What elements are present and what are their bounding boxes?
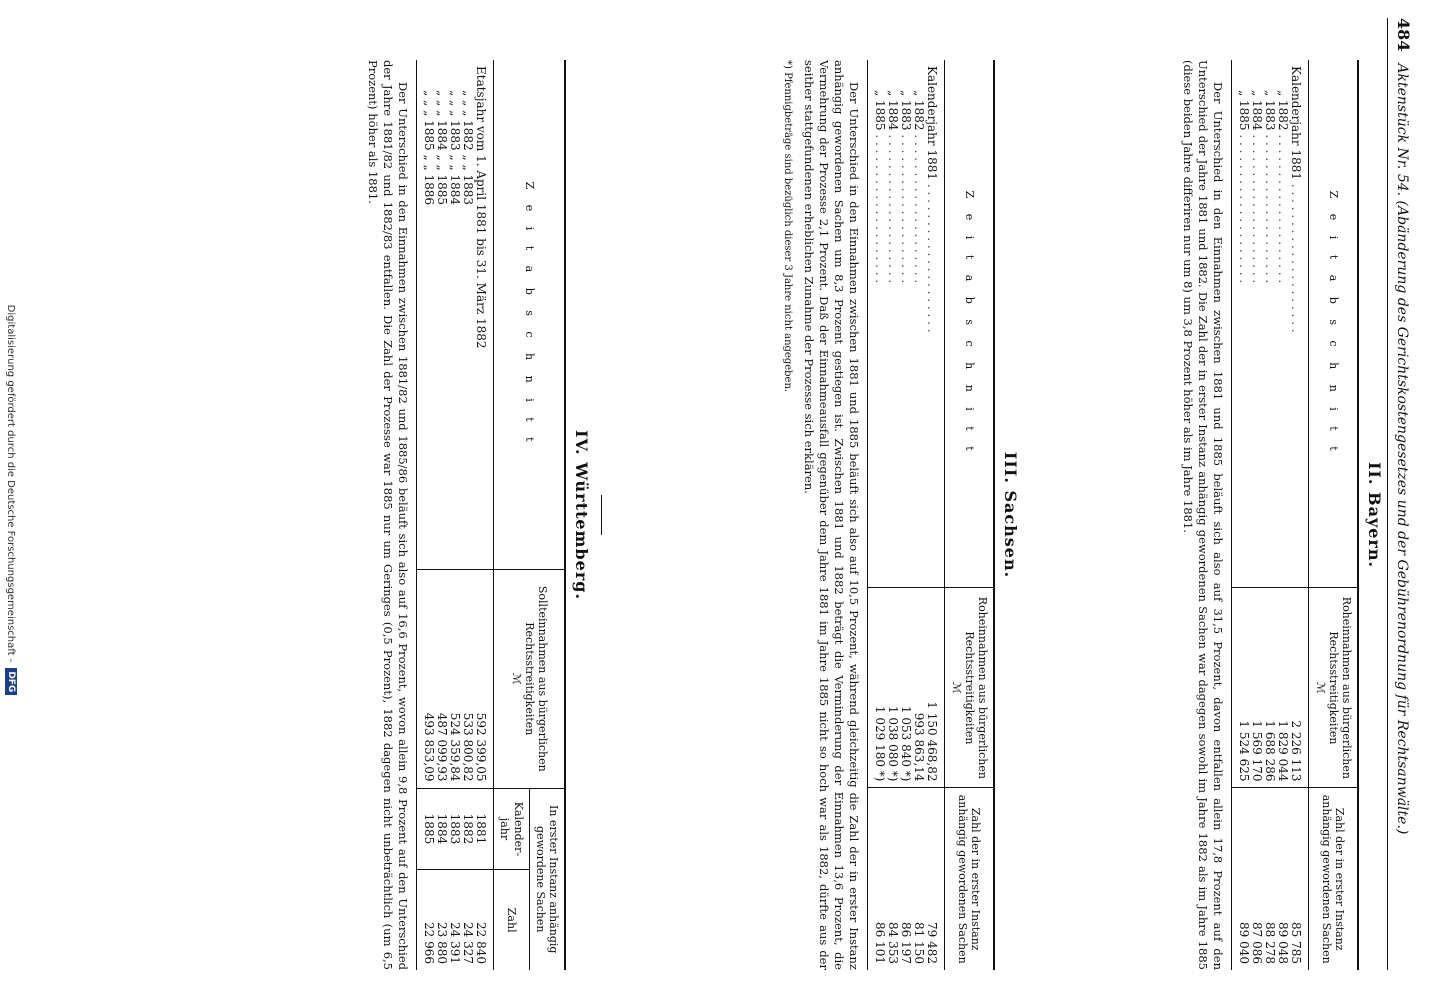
count: 84 353 — [886, 922, 901, 964]
period: Etatsjahr vom 1. April 1881 bis 31. März 1882 — [474, 60, 494, 570]
amount: 493 853,09 — [417, 570, 436, 788]
amount: 1 688 286 — [1263, 588, 1276, 788]
period: „ 1884 — [1250, 90, 1265, 131]
table-row — [417, 60, 436, 970]
count: 86 101 — [868, 788, 887, 970]
table-row: „ 1882 . . . . . . . . . . . . . . . . . . . . 1 829 044 89 048 — [1276, 60, 1289, 970]
count: 81 150 — [912, 922, 927, 964]
period: „ 1884 — [886, 90, 901, 131]
count: 24 327 — [461, 922, 476, 964]
amount: 993 863,14 — [912, 588, 925, 788]
table-row: „ 1883 . . . . . . . . . . . . . . . . . . . . 1 688 286 88 278 — [1263, 60, 1276, 970]
count: 86 197 — [899, 922, 914, 964]
digitization-footer — [0, 0, 22, 1000]
count: 22 966 — [417, 870, 436, 970]
amount: 1 053 840 *) — [899, 588, 912, 788]
amount: 1 038 080 *) — [886, 588, 899, 788]
year: 1884 — [435, 788, 448, 870]
table-row — [448, 60, 461, 970]
section-sachsen — [782, 60, 1020, 970]
table-row: „ 1884 . . . . . . . . . . . . . . . . . . . . 1 569 170 87 086 — [1250, 60, 1263, 970]
section-bayern — [1180, 60, 1384, 970]
paragraph: Der Unterschied in den Einnahmen zwischen 1881 und 1885 beläuft sich also auf 31,5 Prozent, davon entfallen allein 17,8 Prozent auf den Unterschied der Jahre 1881 und 1882. Die Zahl der in erster Instanz anhängig gewordenen Sachen war dagegen sowohl im Jahre 1882 als im Jahre 1885 (diese beiden Jahre differiren nur um 8) um 3,8 Prozent höher als im Jahre 1881. — [1181, 60, 1226, 970]
period: „ 1882 — [912, 90, 927, 131]
dfg-logo: DFG — [5, 668, 17, 695]
col-count: Zahl der in erster Instanz anhängig gewordenen Sachen — [945, 788, 994, 970]
period: „ 1883 — [1263, 90, 1278, 131]
count: 85 785 — [1289, 922, 1304, 964]
table-row: Kalenderjahr 1881 . . . . . . . . . . . . . . . . . . . . 2 226 113 85 785 — [1289, 60, 1309, 970]
table-row — [461, 60, 474, 970]
col-amount: Roheinnahmen aus bürgerlichen Rechtsstreitigkeiten ℳ — [1309, 588, 1358, 788]
section-title: III. Sachsen. — [1001, 451, 1020, 579]
year: 1883 — [448, 788, 461, 870]
amount: 2 226 113 — [1289, 588, 1309, 788]
period: „ „ „ 1884 „ „ 1885 — [435, 60, 448, 570]
period: „ 1883 — [899, 90, 914, 131]
amount: 1 569 170 — [1250, 588, 1263, 788]
period: Kalenderjahr 1881 — [925, 66, 940, 180]
divider — [601, 495, 602, 535]
table-row — [474, 60, 494, 970]
section-title: II. Bayern. — [1365, 461, 1384, 569]
footer-text: Digitalisierung gefördert durch die Deutsche Forschungsgemeinschaft - — [5, 304, 17, 663]
section-wuerttemberg — [365, 60, 612, 970]
amount: 1 524 625 — [1232, 588, 1251, 788]
page-title: Aktenstück Nr. 54. (Abänderung des Gerichtskostengesetzes und der Gebührenordnung für Rechtsanwälte.) — [1394, 63, 1410, 835]
period: „ „ „ 1885 „ „ 1886 — [417, 60, 436, 570]
bayern-table — [1231, 60, 1359, 970]
paragraph: Der Unterschied in den Einnahmen zwischen 1881/82 und 1885/86 beläuft sich also auf 16,6 Prozent, wovon allein 9,8 Prozent auf den Unterschied der Jahre 1881/82 und 1882/83 entfallen. Die Zahl der Prozesse war 1885 nur um Geringes (0,5 Prozent), 1882 dagegen nicht unbeträchtlich (um 6,5 Prozent) höher als 1881. — [366, 60, 411, 970]
page-number: 484 — [1394, 18, 1413, 52]
amount: 1 829 044 — [1276, 588, 1289, 788]
period: „ 1885 — [873, 90, 888, 131]
count: 79 482 — [925, 922, 940, 964]
period: Kalenderjahr 1881 — [1289, 66, 1304, 180]
col-amount: Sollteinnahmen aus bürgerlichen Rechtsstreitigkeiten ℳ — [494, 570, 565, 788]
year: 1885 — [417, 788, 436, 870]
year: 1881 — [474, 788, 494, 870]
count: 22 840 — [474, 922, 489, 964]
period: „ 1882 — [1276, 90, 1291, 131]
section-title: IV. Württemberg. — [572, 429, 591, 601]
amount: 592 399,05 — [474, 570, 494, 788]
footnote: *) Pfennigbeträge sind bezüglich dieser 3 Jahre nicht angegeben. — [782, 60, 794, 393]
table-row — [435, 60, 448, 970]
col-group: In erster Instanz anhängig gewordene Sachen — [529, 788, 565, 970]
col-period: Z e i t a b s c h n i t t — [1309, 60, 1358, 588]
wuerttemberg-table — [416, 60, 566, 970]
amount: 1 150 468,82 — [925, 588, 945, 788]
count: 24 391 — [448, 922, 463, 964]
table-row: „ 1885 . . . . . . . . . . . . . . . . . . . . 1 029 180 *) 86 101 — [868, 60, 887, 970]
amount: 487 099,93 — [435, 570, 448, 788]
amount: 1 029 180 *) — [868, 588, 887, 788]
amount: 533 800,82 — [461, 570, 474, 788]
count: 88 278 — [1263, 922, 1278, 964]
table-row: „ 1885 . . . . . . . . . . . . . . . . . . . . 1 524 625 89 040 — [1232, 60, 1251, 970]
table-row: „ 1882 . . . . . . . . . . . . . . . . . . . . 993 863,14 81 150 — [912, 60, 925, 970]
col-year: Kalender-jahr — [494, 788, 529, 870]
count: 23 880 — [435, 922, 450, 964]
amount: 524 359,84 — [448, 570, 461, 788]
page-header — [1387, 18, 1424, 970]
period: „ 1885 — [1237, 90, 1252, 131]
col-amount: Roheinnahmen aus bürgerlichen Rechtsstreitigkeiten ℳ — [945, 588, 994, 788]
sachsen-table — [867, 60, 995, 970]
col-count: Zahl — [494, 870, 529, 970]
period: „ „ „ 1882 „ „ 1883 — [461, 60, 474, 570]
table-row: „ 1883 . . . . . . . . . . . . . . . . . . . . 1 053 840 *) 86 197 — [899, 60, 912, 970]
year: 1882 — [461, 788, 474, 870]
table-row: Kalenderjahr 1881 . . . . . . . . . . . . . . . . . . . . 1 150 468,82 79 482 — [925, 60, 945, 970]
period: „ „ „ 1883 „ „ 1884 — [448, 60, 461, 570]
col-count: Zahl der in erster Instanz anhängig gewordenen Sachen — [1309, 788, 1358, 970]
table-row: „ 1884 . . . . . . . . . . . . . . . . . . . . 1 038 080 *) 84 353 — [886, 60, 899, 970]
count: 89 040 — [1232, 788, 1251, 970]
paragraph: Der Unterschied in den Einnahmen zwischen 1881 und 1885 beläuft sich also auf 10,5 Prozent, während gleichzeitig die Zahl der in erster Instanz anhängig gewordenen Sachen um 8,3 Prozent gestiegen ist. Zwischen 1881 und 1882 beträgt die Verminderung der Einnahmen 13,6 Prozent, die Vermehrung der Prozesse 2,1 Prozent. Daß der Einnahmeausfall gegenüber dem Jahre 1881 im Jahre 1885 nicht so hoch war als 1882, dürfte aus der seither stattgefundenen erheblichen Zunahme der Prozesse sich erklären. — [802, 60, 862, 970]
count: 87 086 — [1250, 922, 1265, 964]
count: 89 048 — [1276, 922, 1291, 964]
col-period: Z e i t a b s c h n i t t — [494, 60, 565, 570]
col-period: Z e i t a b s c h n i t t — [945, 60, 994, 588]
